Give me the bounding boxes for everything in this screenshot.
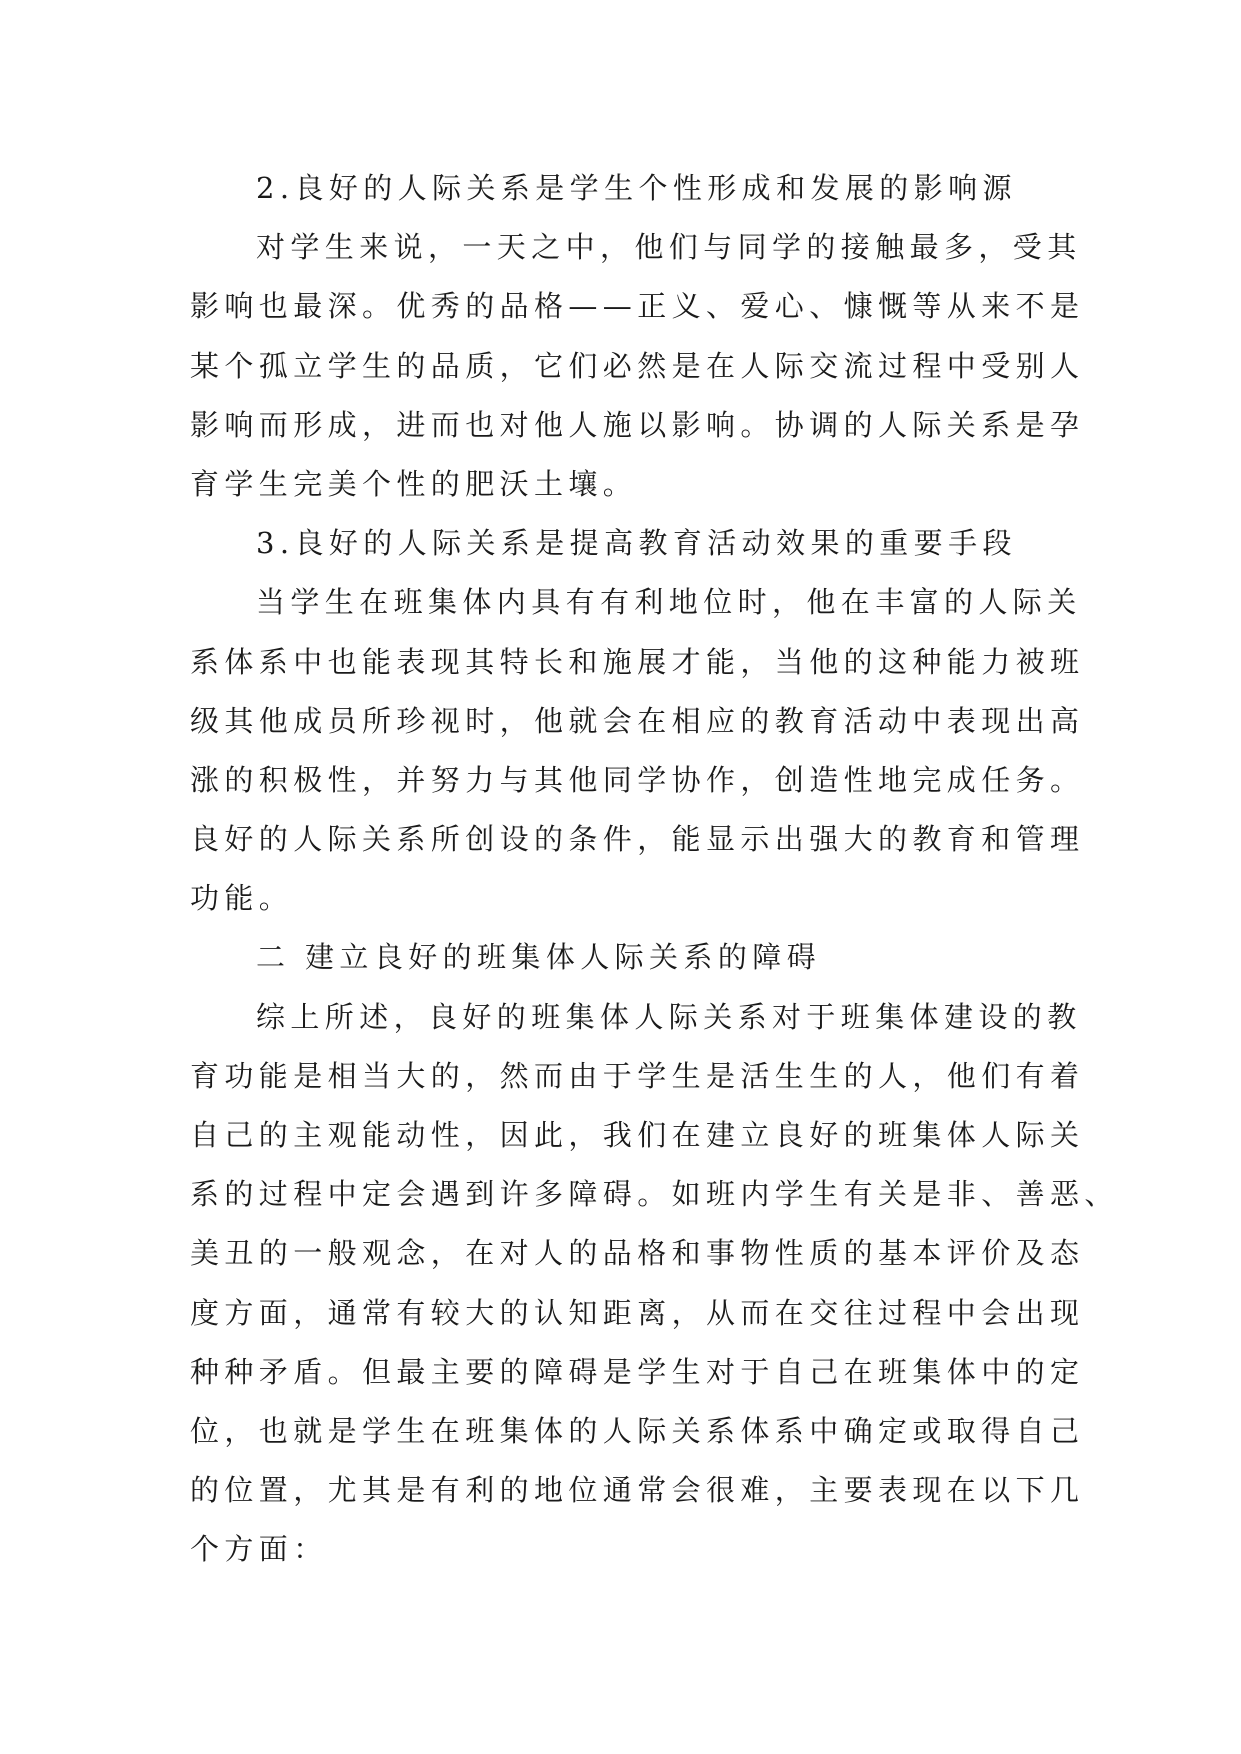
paragraph-line: 的位置，尤其是有利的地位通常会很难，主要表现在以下几 [190,1473,1085,1508]
paragraph-line: 综上所述，良好的班集体人际关系对于班集体建设的教 [256,999,1082,1034]
paragraph-line: 级其他成员所珍视时，他就会在相应的教育活动中表现出高 [190,703,1085,738]
paragraph-line: 系体系中也能表现其特长和施展才能，当他的这种能力被班 [190,644,1085,679]
paragraph-line: 对学生来说，一天之中，他们与同学的接触最多，受其 [256,230,1082,265]
paragraph-line: 自己的主观能动性，因此，我们在建立良好的班集体人际关 [190,1118,1085,1152]
paragraph-line: 种种矛盾。但最主要的障碍是学生对于自己在班集体中的定 [190,1354,1085,1389]
paragraph-line: 度方面，通常有较大的认知距离，从而在交往过程中会出现 [190,1295,1085,1330]
paragraph-line: 功能。 [190,881,294,916]
paragraph-line: 育功能是相当大的，然而由于学生是活生生的人，他们有着 [190,1058,1085,1093]
paragraph-line: 系的过程中定会遇到许多障碍。如班内学生有关是非、善恶、 [190,1177,1119,1212]
paragraph-line: 良好的人际关系所创设的条件，能显示出强大的教育和管理 [190,822,1085,857]
paragraph-line: 当学生在班集体内具有有利地位时，他在丰富的人际关 [256,585,1082,620]
paragraph-line: 美丑的一般观念，在对人的品格和事物性质的基本评价及态 [190,1236,1085,1271]
paragraph-line: 个方面： [190,1532,328,1567]
paragraph-line: 影响而形成，进而也对他人施以影响。协调的人际关系是孕 [190,407,1085,442]
section-heading: 二 建立良好的班集体人际关系的障碍 [256,940,822,975]
paragraph-line: 影响也最深。优秀的品格——正义、爱心、慷慨等从来不是 [190,289,1085,324]
paragraph-line: 位，也就是学生在班集体的人际关系体系中确定或取得自己 [190,1413,1085,1448]
paragraph-line: 某个孤立学生的品质，它们必然是在人际交流过程中受别人 [190,348,1085,383]
section-heading: 2.良好的人际关系是学生个性形成和发展的影响源 [256,171,1017,205]
paragraph-line: 育学生完美个性的肥沃土壤。 [190,466,638,501]
section-heading: 3.良好的人际关系是提高教育活动效果的重要手段 [256,526,1017,561]
body-text [190,159,1119,1580]
paragraph-line: 涨的积极性，并努力与其他同学协作，创造性地完成任务。 [190,762,1085,797]
